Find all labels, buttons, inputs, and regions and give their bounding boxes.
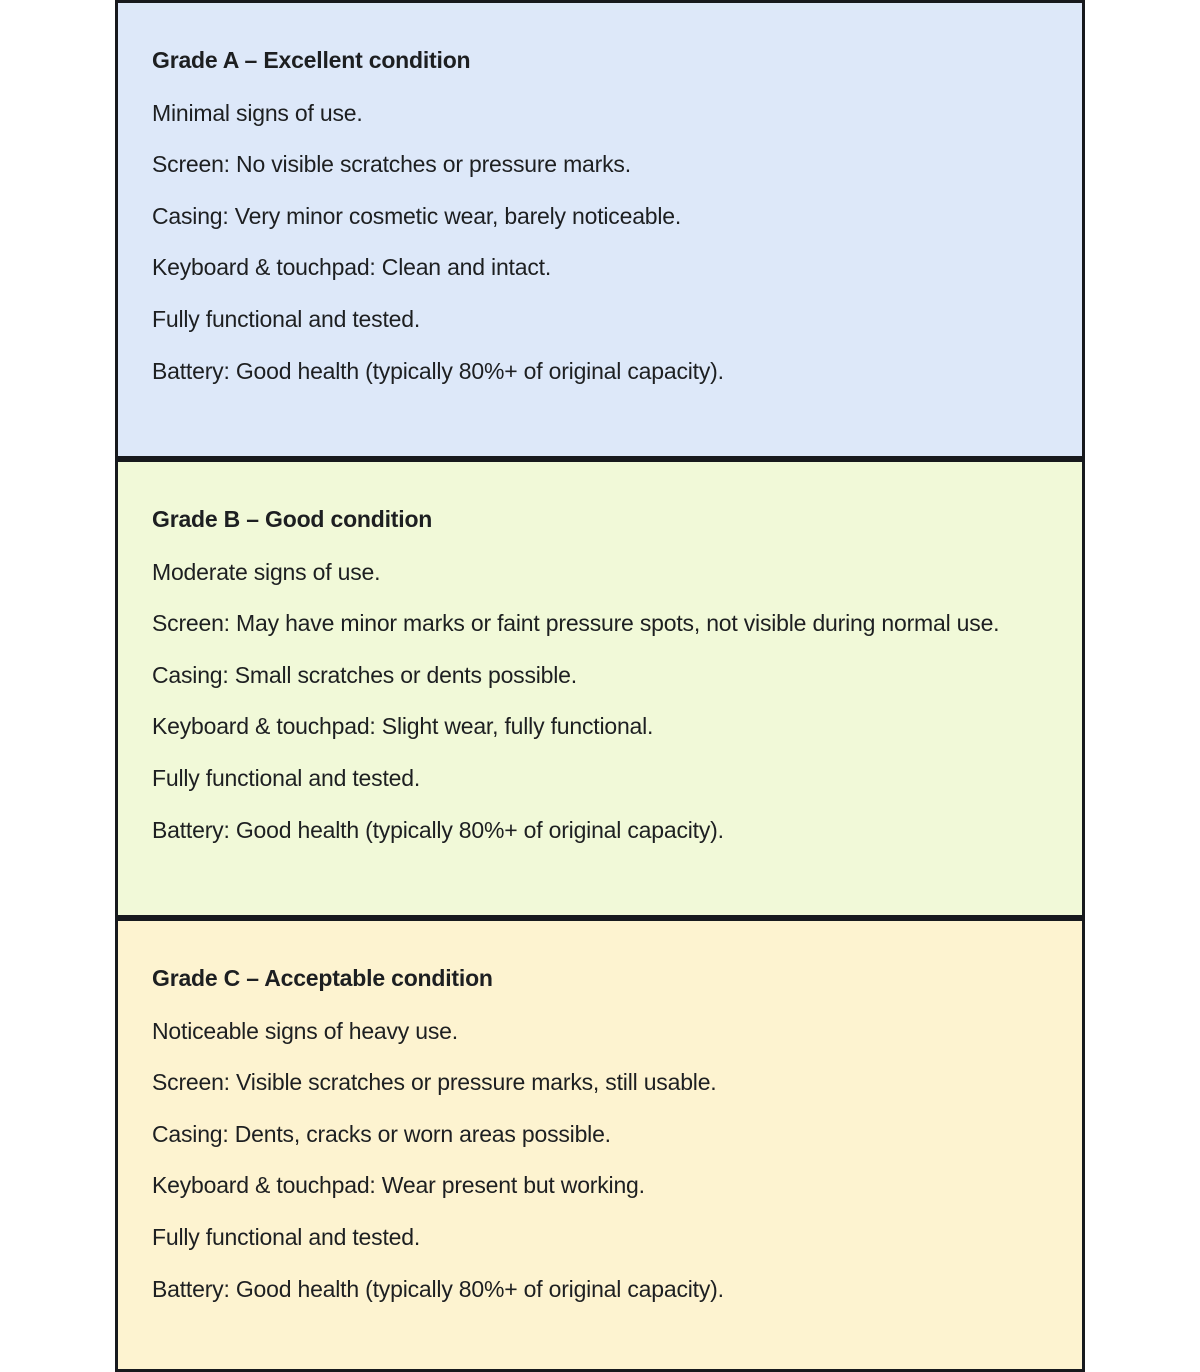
grade-c-line-keyboard: Keyboard & touchpad: Wear present but working. — [152, 1172, 645, 1199]
grade-a-title: Grade A – Excellent condition — [152, 47, 471, 73]
grade-c-line-screen: Screen: Visible scratches or pressure marks, still usable. — [152, 1069, 717, 1096]
grade-c-line-tested: Fully functional and tested. — [152, 1223, 421, 1250]
grade-c-line-usage: Noticeable signs of heavy use. — [152, 1017, 458, 1044]
grade-a-line-screen: Screen: No visible scratches or pressure marks. — [152, 151, 631, 178]
grade-c-card — [115, 918, 1085, 1372]
grade-c-title: Grade C – Acceptable condition — [152, 965, 493, 991]
grade-b-line-screen: Screen: May have minor marks or faint pressure spots, not visible during normal use. — [152, 610, 1000, 637]
grade-b-line-usage: Moderate signs of use. — [152, 558, 381, 585]
grade-b-line-casing: Casing: Small scratches or dents possible. — [152, 661, 577, 688]
grade-c-line-casing: Casing: Dents, cracks or worn areas possible. — [152, 1120, 611, 1147]
grade-a-line-keyboard: Keyboard & touchpad: Clean and intact. — [152, 254, 552, 281]
grading-page — [115, 0, 1085, 1372]
grade-b-line-battery: Battery: Good health (typically 80%+ of original capacity). — [152, 816, 724, 843]
grade-b-title: Grade B – Good condition — [152, 506, 433, 532]
grade-b-card — [115, 459, 1085, 918]
grade-b-line-tested: Fully functional and tested. — [152, 764, 421, 791]
grade-b-line-keyboard: Keyboard & touchpad: Slight wear, fully functional. — [152, 713, 654, 740]
grade-a-line-tested: Fully functional and tested. — [152, 305, 421, 332]
grade-a-line-battery: Battery: Good health (typically 80%+ of original capacity). — [152, 357, 724, 384]
grade-a-line-usage: Minimal signs of use. — [152, 99, 363, 126]
grade-a-card — [115, 0, 1085, 459]
grade-a-line-casing: Casing: Very minor cosmetic wear, barely noticeable. — [152, 202, 682, 229]
grade-c-line-battery: Battery: Good health (typically 80%+ of original capacity). — [152, 1275, 724, 1302]
